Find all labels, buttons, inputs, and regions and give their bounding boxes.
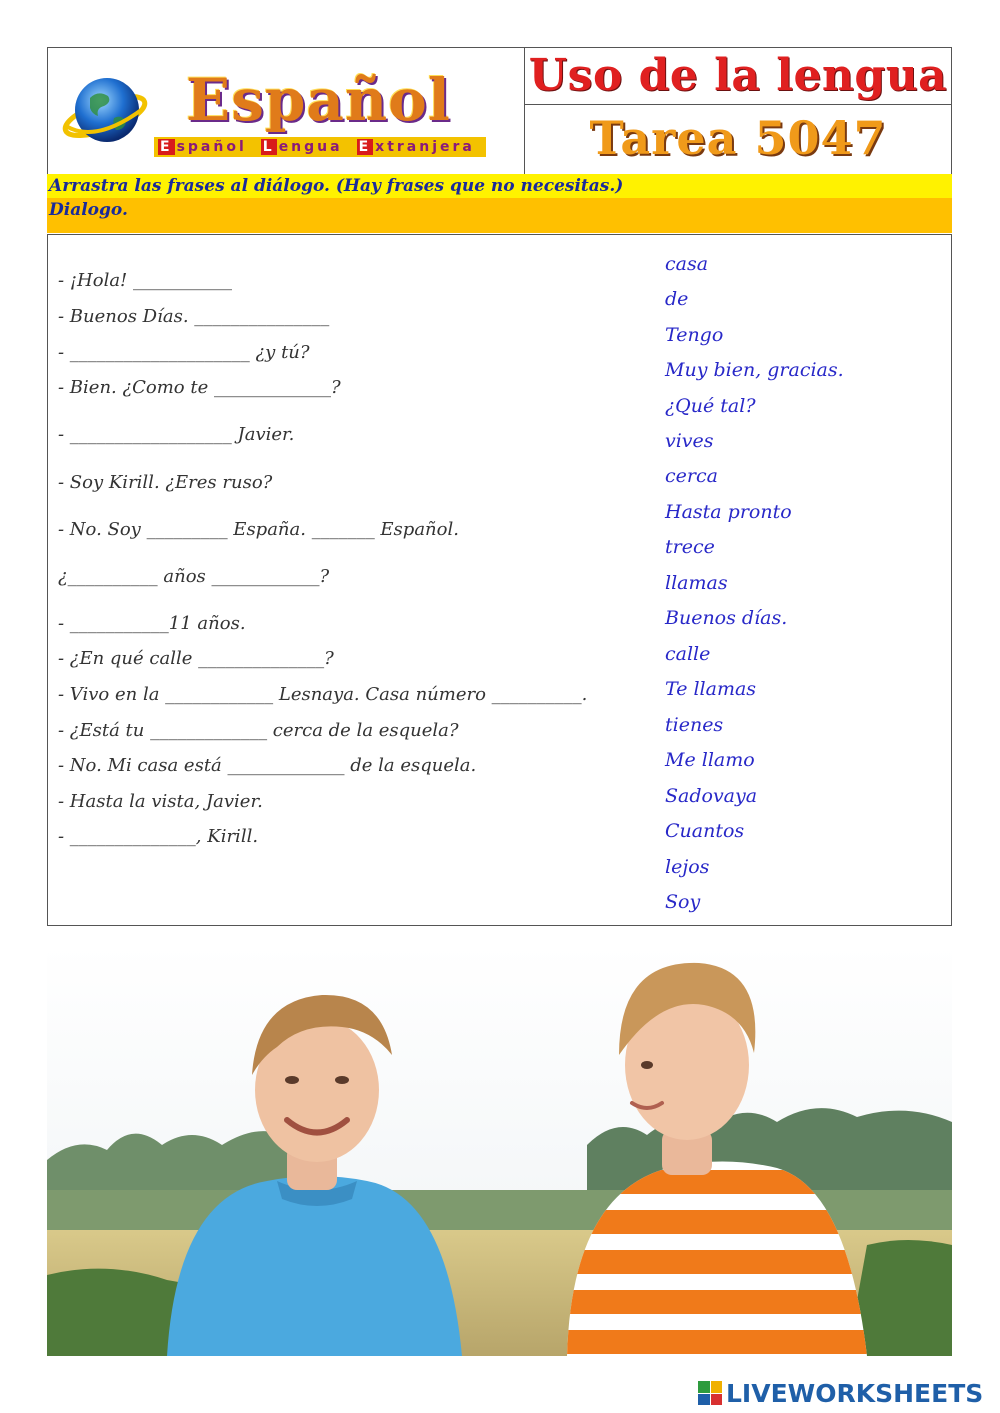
liveworksheets-brand: LIVEWORKSHEETS — [726, 1378, 984, 1408]
task-cell — [525, 105, 951, 174]
boys-photo — [47, 945, 952, 1356]
draggable-word[interactable]: Muy bien, gracias. — [665, 359, 844, 381]
logo-sub-rest-1: spañol — [176, 139, 247, 155]
draggable-word[interactable]: vives — [665, 430, 714, 452]
dialogue-line[interactable]: - Vivo en la ____________ Lesnaya. Casa número __________. — [58, 684, 588, 705]
dialogue-line[interactable]: - ______________, Kirill. — [58, 826, 259, 847]
draggable-word[interactable]: Tengo — [665, 324, 724, 346]
instruction-text: Arrastra las frases al diálogo. (Hay frases que no necesitas.) — [49, 176, 624, 196]
draggable-word[interactable]: casa — [665, 253, 709, 275]
draggable-word[interactable]: tienes — [665, 714, 724, 736]
dialogue-line[interactable]: - ¿Está tu _____________ cerca de la esquela? — [58, 720, 459, 741]
draggable-word[interactable]: Sadovaya — [665, 785, 758, 807]
dialogue-line[interactable]: ¿__________ años ____________? — [58, 566, 330, 587]
logo-sub-cap-3: E — [358, 139, 372, 155]
draggable-word[interactable]: Cuantos — [665, 820, 745, 842]
section-label-bar — [47, 198, 952, 233]
draggable-word[interactable]: calle — [665, 643, 711, 665]
dialogue-line: - Soy Kirill. ¿Eres ruso? — [58, 472, 273, 493]
draggable-word[interactable]: Buenos días. — [665, 607, 788, 629]
draggable-word[interactable]: ¿Qué tal? — [665, 395, 756, 417]
logo-sub-cap-2: L — [262, 139, 275, 155]
dialogue-line[interactable]: - No. Soy _________ España. _______ Español. — [58, 519, 459, 540]
draggable-word[interactable]: de — [665, 288, 689, 310]
draggable-word[interactable]: Hasta pronto — [665, 501, 792, 523]
dialogue-line: - Hasta la vista, Javier. — [58, 791, 263, 812]
dialogue-line[interactable]: - Buenos Días. _______________ — [58, 306, 330, 327]
worksheet-title: Uso de la lengua — [528, 50, 948, 101]
globe-icon — [62, 68, 148, 154]
exercise-box — [47, 234, 952, 926]
title-cell — [525, 48, 951, 105]
dialogue-line[interactable]: - ¿En qué calle ______________? — [58, 648, 334, 669]
draggable-word[interactable]: Soy — [665, 891, 701, 913]
dialogue-line[interactable]: - ¡Hola! ___________ — [58, 270, 233, 291]
dialogue-line[interactable]: - No. Mi casa está _____________ de la esquela. — [58, 755, 477, 776]
logo-sub-rest-2: engua — [278, 139, 343, 155]
logo-sub-rest-3: xtranjera — [375, 139, 475, 155]
liveworksheets-icon — [698, 1381, 722, 1405]
dialogue-line[interactable]: - __________________ Javier. — [58, 424, 295, 445]
draggable-word[interactable]: lejos — [665, 856, 710, 878]
worksheet-header — [47, 47, 952, 175]
dialogue-line[interactable]: - ___________11 años. — [58, 613, 246, 634]
draggable-word[interactable]: cerca — [665, 465, 718, 487]
dialogue-line[interactable]: - Bien. ¿Como te _____________? — [58, 377, 341, 398]
draggable-word[interactable]: Te llamas — [665, 678, 757, 700]
draggable-word[interactable]: llamas — [665, 572, 728, 594]
draggable-word[interactable]: trece — [665, 536, 715, 558]
instruction-bar — [47, 174, 952, 198]
dialogue-line[interactable]: - ____________________ ¿y tú? — [58, 342, 310, 363]
liveworksheets-logo — [698, 1379, 983, 1407]
section-label: Dialogo. — [49, 200, 128, 220]
logo-area — [48, 48, 525, 174]
draggable-word[interactable]: Me llamo — [665, 749, 755, 771]
task-number: Tarea 5047 — [589, 111, 887, 165]
logo-subtitle — [154, 137, 486, 157]
logo-title: Español — [186, 66, 451, 134]
logo-sub-cap-1: E — [160, 139, 173, 155]
photo-illustration — [47, 945, 952, 1356]
